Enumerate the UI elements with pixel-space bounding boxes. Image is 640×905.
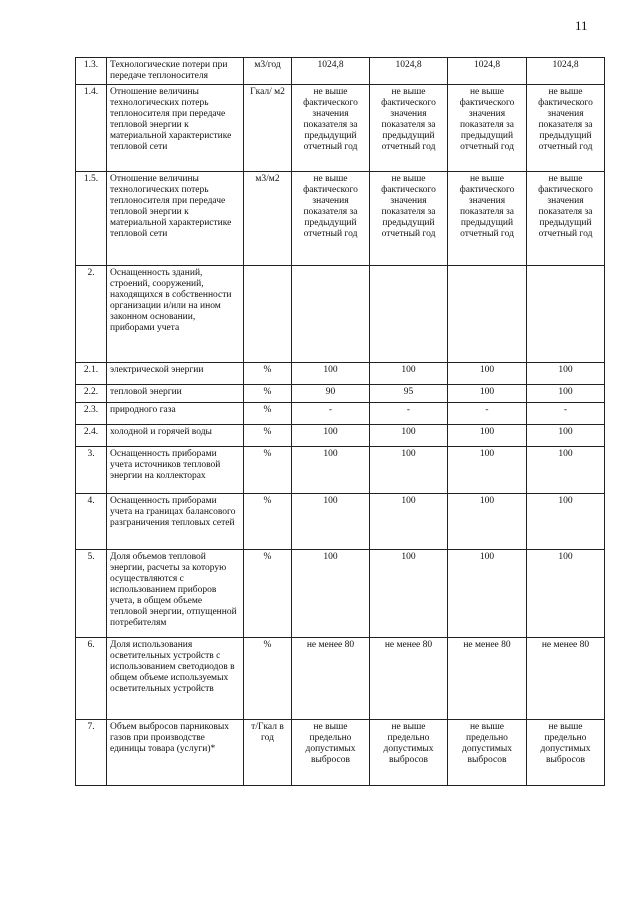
indicator-name: электрической энергии bbox=[107, 363, 244, 385]
value-cell: не выше предельно допустимых выбросов bbox=[370, 720, 448, 786]
row-number: 2.3. bbox=[76, 403, 107, 425]
value-cell: 100 bbox=[370, 363, 448, 385]
value-cell: - bbox=[370, 403, 448, 425]
value-cell: не менее 80 bbox=[370, 638, 448, 720]
row-number: 5. bbox=[76, 550, 107, 638]
value-cell: не выше фактического значения показателя за предыдущий отчетный год bbox=[292, 85, 370, 172]
value-cell: не выше предельно допустимых выбросов bbox=[292, 720, 370, 786]
indicator-name: Отношение величины технологических потерь теплоносителя при передаче тепловой энергии к материальной характеристике тепловой сети bbox=[107, 85, 244, 172]
value-cell: 1024,8 bbox=[448, 58, 527, 85]
unit-cell: % bbox=[244, 638, 292, 720]
row-number: 7. bbox=[76, 720, 107, 786]
row-number: 2.1. bbox=[76, 363, 107, 385]
table-row bbox=[76, 425, 605, 447]
row-number: 3. bbox=[76, 447, 107, 494]
value-cell: 100 bbox=[292, 425, 370, 447]
table-row bbox=[76, 385, 605, 403]
table-row bbox=[76, 720, 605, 786]
value-cell: не выше фактического значения показателя за предыдущий отчетный год bbox=[448, 85, 527, 172]
indicator-name: природного газа bbox=[107, 403, 244, 425]
value-cell bbox=[527, 266, 605, 363]
indicator-name: Технологические потери при передаче теплоносителя bbox=[107, 58, 244, 85]
value-cell: не выше фактического значения показателя за предыдущий отчетный год bbox=[527, 85, 605, 172]
value-cell bbox=[370, 266, 448, 363]
table-row bbox=[76, 403, 605, 425]
table-row bbox=[76, 266, 605, 363]
value-cell: не менее 80 bbox=[527, 638, 605, 720]
value-cell: 1024,8 bbox=[527, 58, 605, 85]
value-cell: 1024,8 bbox=[370, 58, 448, 85]
value-cell: 100 bbox=[292, 550, 370, 638]
indicators-table bbox=[75, 57, 605, 786]
table-row bbox=[76, 85, 605, 172]
unit-cell: % bbox=[244, 425, 292, 447]
row-number: 1.4. bbox=[76, 85, 107, 172]
value-cell: не выше фактического значения показателя за предыдущий отчетный год bbox=[370, 172, 448, 266]
value-cell: 100 bbox=[527, 494, 605, 550]
value-cell: 95 bbox=[370, 385, 448, 403]
indicator-name: Отношение величины технологических потерь теплоносителя при передаче тепловой энергии к материальной характеристике тепловой сети bbox=[107, 172, 244, 266]
value-cell: 100 bbox=[448, 363, 527, 385]
value-cell: 90 bbox=[292, 385, 370, 403]
value-cell: 100 bbox=[448, 447, 527, 494]
value-cell bbox=[448, 266, 527, 363]
unit-cell: Гкал/ м2 bbox=[244, 85, 292, 172]
unit-cell: % bbox=[244, 363, 292, 385]
value-cell: 100 bbox=[527, 385, 605, 403]
value-cell: не менее 80 bbox=[448, 638, 527, 720]
unit-cell: м3/м2 bbox=[244, 172, 292, 266]
table-row bbox=[76, 638, 605, 720]
unit-cell: т/Гкал в год bbox=[244, 720, 292, 786]
unit-cell: % bbox=[244, 550, 292, 638]
unit-cell: % bbox=[244, 494, 292, 550]
indicator-name: тепловой энергии bbox=[107, 385, 244, 403]
value-cell: 100 bbox=[527, 425, 605, 447]
value-cell: 100 bbox=[292, 494, 370, 550]
value-cell: 100 bbox=[370, 494, 448, 550]
indicator-name: Доля объемов тепловой энергии, расчеты за которую осуществляются с использованием приборов учета, в общем объеме тепловой энергии, отпущенной потребителям bbox=[107, 550, 244, 638]
value-cell: 100 bbox=[370, 425, 448, 447]
row-number: 6. bbox=[76, 638, 107, 720]
value-cell: не менее 80 bbox=[292, 638, 370, 720]
indicator-name: Оснащенность приборами учета источников тепловой энергии на коллекторах bbox=[107, 447, 244, 494]
value-cell: не выше предельно допустимых выбросов bbox=[448, 720, 527, 786]
value-cell bbox=[292, 266, 370, 363]
row-number: 2.2. bbox=[76, 385, 107, 403]
indicator-name: Объем выбросов парниковых газов при производстве единицы товара (услуги)* bbox=[107, 720, 244, 786]
value-cell: 100 bbox=[448, 550, 527, 638]
indicator-name: Оснащенность зданий, строений, сооружений, находящихся в собственности организации и/или на ином законном основании, приборами учета bbox=[107, 266, 244, 363]
row-number: 1.3. bbox=[76, 58, 107, 85]
indicators-table-body bbox=[76, 58, 605, 786]
unit-cell: % bbox=[244, 447, 292, 494]
value-cell: 100 bbox=[527, 363, 605, 385]
value-cell: 1024,8 bbox=[292, 58, 370, 85]
table-row bbox=[76, 447, 605, 494]
table-row bbox=[76, 58, 605, 85]
table-row bbox=[76, 494, 605, 550]
unit-cell: % bbox=[244, 403, 292, 425]
value-cell: - bbox=[292, 403, 370, 425]
value-cell: 100 bbox=[370, 447, 448, 494]
indicator-name: Оснащенность приборами учета на границах балансового разграничения тепловых сетей bbox=[107, 494, 244, 550]
value-cell: не выше фактического значения показателя за предыдущий отчетный год bbox=[292, 172, 370, 266]
page-number: 11 bbox=[575, 18, 588, 33]
value-cell: не выше предельно допустимых выбросов bbox=[527, 720, 605, 786]
value-cell: не выше фактического значения показателя за предыдущий отчетный год bbox=[448, 172, 527, 266]
value-cell: 100 bbox=[448, 385, 527, 403]
row-number: 2.4. bbox=[76, 425, 107, 447]
value-cell: 100 bbox=[292, 447, 370, 494]
indicator-name: холодной и горячей воды bbox=[107, 425, 244, 447]
unit-cell: м3/год bbox=[244, 58, 292, 85]
value-cell: 100 bbox=[448, 425, 527, 447]
table-row bbox=[76, 550, 605, 638]
value-cell: 100 bbox=[527, 447, 605, 494]
unit-cell: % bbox=[244, 385, 292, 403]
indicator-name: Доля использования осветительных устройств с использованием светодиодов в общем объеме используемых осветительных устройств bbox=[107, 638, 244, 720]
row-number: 2. bbox=[76, 266, 107, 363]
value-cell: - bbox=[527, 403, 605, 425]
table-row bbox=[76, 363, 605, 385]
row-number: 4. bbox=[76, 494, 107, 550]
value-cell: 100 bbox=[448, 494, 527, 550]
value-cell: 100 bbox=[370, 550, 448, 638]
value-cell: - bbox=[448, 403, 527, 425]
row-number: 1.5. bbox=[76, 172, 107, 266]
value-cell: 100 bbox=[527, 550, 605, 638]
table-row bbox=[76, 172, 605, 266]
value-cell: 100 bbox=[292, 363, 370, 385]
unit-cell bbox=[244, 266, 292, 363]
value-cell: не выше фактического значения показателя за предыдущий отчетный год bbox=[527, 172, 605, 266]
value-cell: не выше фактического значения показателя за предыдущий отчетный год bbox=[370, 85, 448, 172]
